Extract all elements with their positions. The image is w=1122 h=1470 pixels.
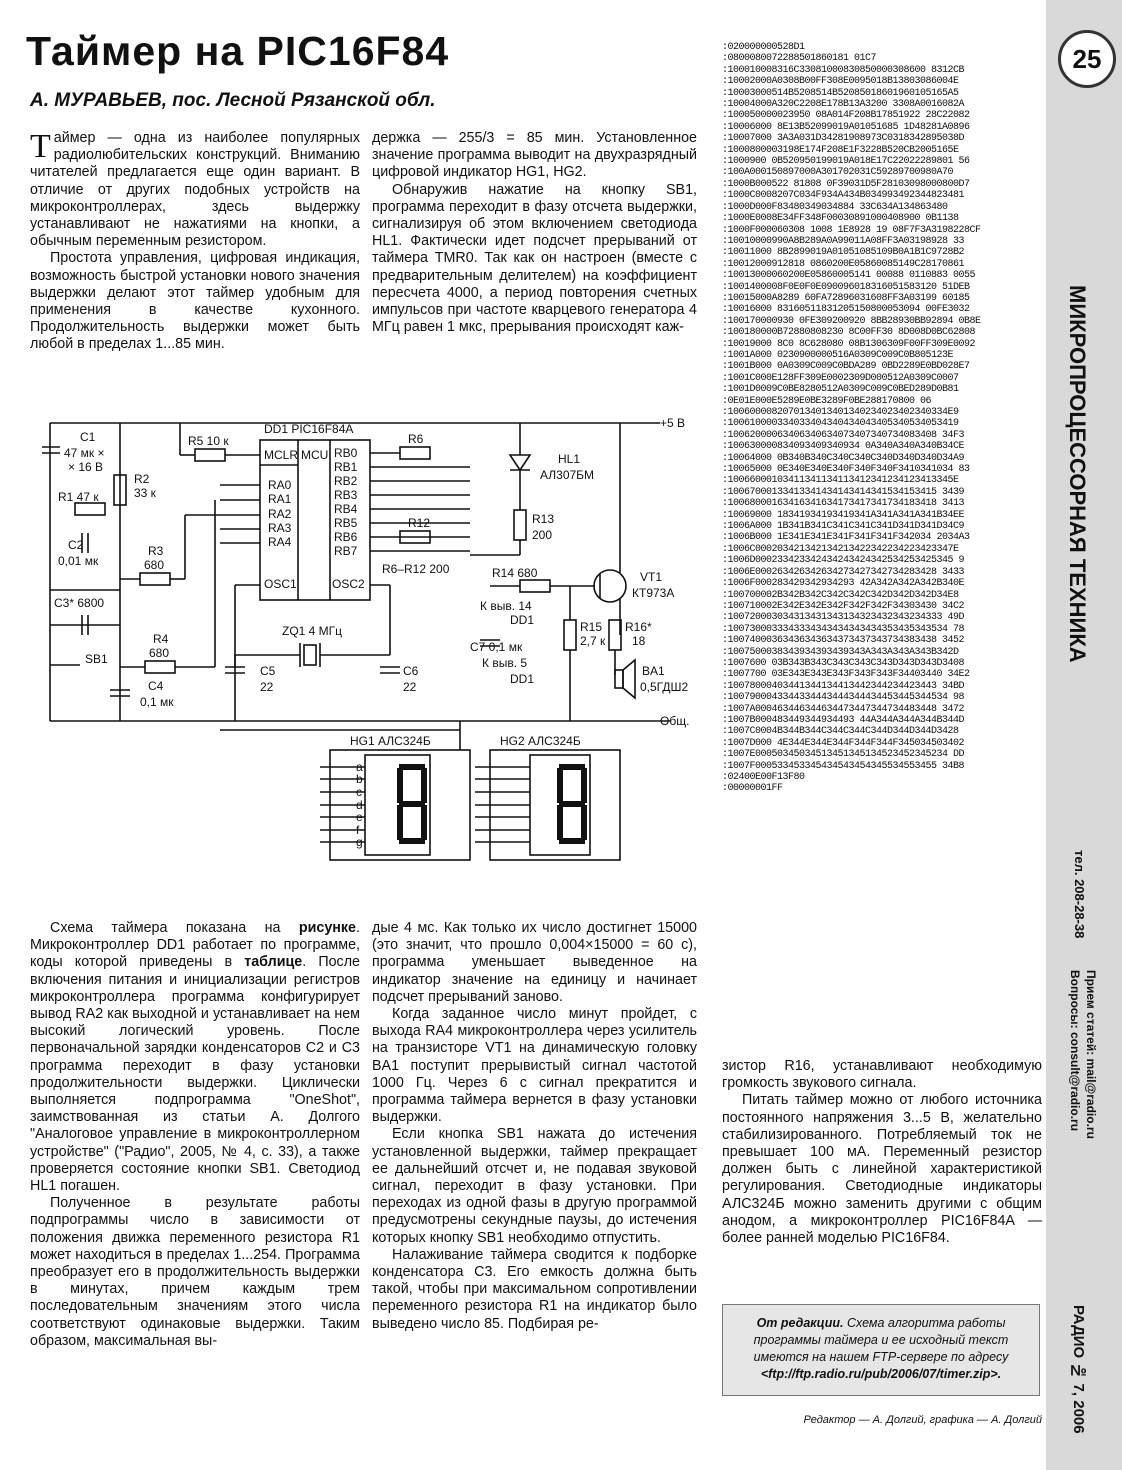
c7-label: C7 0,1 мк [470,640,523,654]
ra3-label: RA3 [268,521,292,535]
drop-cap: Т [30,128,51,165]
rb2-label: RB2 [334,474,358,488]
segment-f: f [356,823,360,837]
issue-label: РАДИО № 7, 2006 [1070,1305,1087,1434]
hex-line: :10016000 83160511831205150800053094 00FE3032 [722,304,970,316]
circuit-schematic [20,405,720,905]
hex-line: :1001D0009C0BE8280512A0309C009C0BED289D0B81 [722,384,959,396]
editorial-note [722,1304,1040,1396]
r14-label: R14 680 [492,566,538,580]
page-number: 25 [1058,30,1116,88]
ra2-label: RA2 [268,507,292,521]
hex-line: :10078000403441344134413442344234423443 34BD [722,680,965,692]
ra1-label: RA1 [268,492,292,506]
submissions-email: Прием статей: mail@radio.ru [1084,970,1098,1139]
c1-value: 47 мк × [64,446,105,460]
hex-line: :100710002E342E342E342F342F342F34303430 34C2 [722,600,965,612]
note-text: Схема алгоритма работы программы таймера и ее исходный текст имеются на нашем FTP-сервере по адресу [753,1316,1009,1364]
hex-line: :1006E000263426342634273427342734283428 3433 [722,566,965,578]
r6-label: R6 [408,432,424,446]
hex-line: :1006000082070134013401340234023402340334E9 [722,407,959,418]
hex-line: :10006000 8E13B52099019A01051685 1D48281A0896 [722,121,970,133]
paragraph: держка — 255/3 = 85 мин. Установленное значение программа выводит на двухразрядный цифровой индикатор HG1, HG2. [372,130,697,181]
phone-number: тел. 208-28-38 [1072,850,1087,939]
hex-line: :100180000B72880808230 8C00FF30 8D008D0BC62808 [722,327,976,339]
hex-line: :10064000 0B340B340C340C340C340D340D340D34A9 [722,452,965,464]
rb6-label: RB6 [334,530,358,544]
c3-label: C3* 6800 [54,596,105,610]
hex-line: :10004000A320C2208E178B13A3200 3308A0016082A [722,99,965,111]
mcu-label: MCU [301,448,329,462]
hex-line: :1007600 03B343B343C343C343C343D343D343D3408 [722,657,965,669]
hex-line: :10065000 0E340E340E340F340F340F3410341034 83 [722,464,970,476]
c7-note-dd1: DD1 [510,672,535,686]
hex-line: :10069000 18341934193419341A341A341A341B34EE [722,509,965,521]
r3-value: 680 [144,558,165,572]
hex-line: :10011000 8B2899019A01051085109B0A1B1C9728B2 [722,247,965,259]
paragraph: Налаживание таймера сводится к подборке конденсатора C3. Его емкость должна быть такой, чтобы при максимальном сопротивлении переменного резистора R1 на индикатор было выведено число 85. Подбирая ре- [372,1246,697,1332]
rb7-label: RB7 [334,544,358,558]
ba1-type: 0,5ГДШ2 [640,680,689,694]
segment-d: d [356,798,363,812]
article-author: А. МУРАВЬЕВ, пос. Лесной Рязанской обл. [30,90,436,111]
hex-line: :100010008316C33081000830850000308600 8312CB [722,64,965,76]
hg1-label: HG1 АЛС324Б [350,734,431,748]
rb3-label: RB3 [334,488,358,502]
paragraph: Таймер — одна из наиболее популярных радиолюбительских конструкций. Вниманию читателей предлагается еще один вариант. В отличие от других подобных устройств на микроконтроллерах, здесь выдержку устанавливают не нажатиями на кнопки, а обычным переменным резистором. [30,128,360,250]
r13-label: R13 [532,512,555,526]
text-column-2 [372,130,697,336]
ground-label: Общ. [660,714,690,728]
hex-line: :10066000103411341134113412341234123413345E [722,475,959,487]
ftp-link[interactable]: <ftp://ftp.radio.ru/pub/2006/07/timer.zip>. [760,1367,1002,1381]
hex-line: :020000000528D1 [722,42,805,53]
hex-line: :10019000 8C0 8C628080 08B1306309F00FF309E0092 [722,338,976,350]
osc1-label: OSC1 [264,577,297,591]
paragraph: Схема таймера показана на рисунке. Микроконтроллер DD1 работает по программе, коды которой приведены в таблице. После включения питания и инициализации регистров микроконтроллера программа конфигурирует вывод RA2 как выходной и устанавливает на нем высокий логический уровень. После первоначальной зарядки конденсаторов C2 и C3 программа переходит в фазу установки продолжительности выдержки. Циклически выполняется подпрограмма "OneShot", заимствованная из статьи А. Долгого "Аналоговое управление в микроконтроллерном устройстве" ("Радио", 2005, № 4, с. 33), а также проверяется состояние кнопки SB1. Светодиод HL1 погашен. [30,920,360,1195]
hex-line: :1007500038343934393439343A343A343A343B342D [722,646,959,658]
ba1-label: BA1 [642,664,665,678]
hex-line: :1007C0004B344B344C344C344C344D344D344D3428 [722,726,959,738]
rb5-label: RB5 [334,516,358,530]
dd1-label: DD1 PIC16F84A [264,422,354,436]
ra4-label: RA4 [268,535,292,549]
hex-line: :10062000063406340634073407340734083408 34F3 [722,429,965,441]
sb1-label: SB1 [85,652,108,666]
paragraph: Простота управления, цифровая индикация, возможность быстрой установки нового значения выдержки делают этот таймер удобным для применения в качестве кухонного. Продолжительность выдержки может быть любой в пределах 1...85 мин. [30,250,360,353]
hex-line: :100630000834093409340934 0A340A340A340B34CE [722,441,965,453]
hex-line: :1007300033343334343434343434353435343534 78 [722,623,965,635]
hex-line: :10003000514B5208514B52085018601960105165A5 [722,87,959,99]
hex-line: :1007D000 4E344E344E344F344F344F345034503402 [722,737,965,749]
mclr-label: MCLR [264,448,299,462]
r14-note-dd1: DD1 [510,613,535,627]
section-title: МИКРОПРОЦЕССОРНАЯ ТЕХНИКА [1065,285,1090,663]
text-column-5 [722,1058,1042,1247]
hex-line: :10013000060200E05860005141 00088 0110883 0055 [722,270,976,282]
rb1-label: RB1 [334,460,358,474]
c1-voltage: × 16 В [68,460,104,474]
c1-label: C1 [80,430,96,444]
c2-label: C2 [68,538,84,552]
hex-line: :1006B000 1E341E341E341F341F341F342034 2034A3 [722,532,970,544]
c5-label: C5 [260,664,276,678]
hex-line: :10067000133413341434143414341534153415 3439 [722,486,965,498]
questions-email: Вопросы: consult@radio.ru [1068,970,1082,1132]
supply-label: +5 В [660,416,686,430]
r1-label: R1 47 к [58,490,99,504]
zq1-label: ZQ1 4 МГц [282,624,343,638]
r16-value: 18 [632,634,646,648]
article-title: Таймер на PIC16F84 [26,28,450,74]
hex-line: :00000001FF [722,783,783,795]
r3-label: R3 [148,544,164,558]
hex-line: :1007E00050345034513451345134523452345234 DD [722,749,965,761]
text-column-4 [372,920,697,1333]
r2-label: R2 [134,472,150,486]
r15-value: 2,7 к [580,634,606,648]
hex-line: :1001B000 0A0309C009C0BDA289 0BD2289E0BD028E7 [722,361,970,373]
segment-b: b [356,772,363,786]
hex-line: :02400E00F13F80 [722,772,805,783]
hex-line: :10010000990A8B289A0A99011A08FF3A03198928 33 [722,235,965,247]
paragraph: дые 4 мс. Как только их число достигнет 15000 (это значит, что прошло 0,004×15000 = 60 с), программа уменьшает выведенное на индикатор значение на единицу и начинает подсчет прерываний заново. [372,920,697,1005]
hex-line: :10007000 3A3A031D34281908973C0318342895038D [722,133,965,145]
rb0-label: RB0 [334,446,358,460]
segment-a: a [356,760,363,774]
c4-label: C4 [148,679,164,693]
c7-note: К выв. 5 [482,656,528,670]
hex-line: :100050000023950 08A014F208B17851922 28C22082 [722,110,970,122]
hex-line: :100700002B342B342C342C342C342D342D342D34E8 [722,589,959,601]
hex-line: :1001400008F0E0F0E090096018316051583120 51DEB [722,281,970,293]
hex-line: :1001A000 0230900000516A0309C009C0B805123E [722,349,954,361]
hex-line: :1007B000483449344934493 44A344A344A344B344D [722,714,965,726]
hex-line: :1006C000203421342134213422342234223423347E [722,543,959,555]
magazine-sidebar [1046,0,1122,1470]
hex-line: :100A000150897000A301702031C59289700980A70 [722,167,954,179]
r14-note: К выв. 14 [480,599,532,613]
hex-line: :1007900043344334443444344434453445344534 98 [722,692,965,704]
paragraph: Обнаружив нажатие на кнопку SB1, программа переходит в фазу отсчета выдержки, сигнализируя об этом включением светодиода HL1. Фактически идет подсчет прерываний от таймера TMR0. Так как он настроен (вместе с предварительным делителем) на коэффициент пересчета 4000, а период повторения счетных импульсов при частоте кварцевого генератора 4 МГц равен 1 мкс, прерывания происходят каж- [372,181,697,336]
r16-label: R16* [625,620,652,634]
segment-g: g [356,835,363,849]
hl1-type: АЛ307БМ [540,468,595,482]
vt1-type: КТ973А [632,586,675,600]
hex-line: :1000E0008E34FF348F00030891000408900 0B1138 [722,213,959,225]
r2-value: 33 к [134,486,156,500]
hex-line: :1006F000283429342934293 42A342A342A342B340E [722,578,965,590]
text-column-3 [30,920,360,1350]
hex-line: :100720003034313431343134323432343234333 49D [722,612,965,624]
hex-line: :10074000363436343634373437343734383438 3452 [722,635,965,647]
note-label: От редакции. [756,1316,844,1330]
hex-line: :10012000912818 0860200E05860085149C28170861 [722,258,965,270]
ra0-label: RA0 [268,478,292,492]
r4-label: R4 [153,632,169,646]
c2-value: 0,01 мк [58,554,99,568]
hex-line: :10015000A8289 60FA72896031608FF3A03199 60185 [722,292,970,304]
vt1-label: VT1 [640,570,663,584]
segment-c: c [356,785,362,799]
hex-line: :1000F000060308 1008 1E8928 19 08F7F3A3198228CF [722,224,981,236]
hex-line: :1007A000463446344634473447344734483448 3472 [722,703,965,715]
hex-line: :10068000163416341634173417341734183418 3413 [722,498,965,510]
osc2-label: OSC2 [332,577,365,591]
r12-label: R12 [408,516,431,530]
r13-value: 200 [532,528,553,542]
hex-line: :1000900 0B520950199019A018E17C22022289801 56 [722,156,970,168]
paragraph: Когда заданное число минут пройдет, с выхода RA4 микроконтроллера через усилитель на транзисторе VT1 на динамическую головку BA1 поступит прерывистый сигнал частотой 1000 Гц. Через 6 с сигнал прекратится и программа таймера вернется в фазу установки выдержки. [372,1006,697,1126]
hex-line: :1007F000533453345434543454345534553455 34B8 [722,760,965,772]
r15-label: R15 [580,620,603,634]
c6-label: C6 [403,664,419,678]
hex-line: :0E01E000E5289E0BE3289F0BE288170800 06 [722,395,932,407]
c4-value: 0,1 мк [140,695,174,709]
c5-value: 22 [260,680,274,694]
hex-line: :1000C0008207C034F934A434B034993492344823481 [722,190,965,202]
hex-line: :1007700 03E343E343E343F343F343F34403440 34E2 [722,669,970,681]
hex-line: :100610000334033404340434043405340534053419 [722,418,959,430]
hex-line: :1001C000E128FF309E0002309D000512A0309C0007 [722,372,959,384]
hex-line: :1006A000 1B341B341C341C341C341D341D341D34C9 [722,521,965,533]
text-column-1 [30,130,360,354]
paragraph: Полученное в результате работы подпрограммы число в зависимости от положения движка переменного резистора R1 может находиться в пределах 1...254. Программа преобразует его в продолжительность выдержки в минутах, причем каждым трем последовательным значениям этого числа соответствуют одинаковые выдержки. Таким образом, максимальная вы- [30,1195,360,1349]
paragraph: зистор R16, устанавливают необходимую громкость звукового сигнала. [722,1058,1042,1092]
credits: Редактор — А. Долгий, графика — А. Долгий [803,1414,1042,1426]
r4-value: 680 [149,646,170,660]
hex-code-listing [722,42,1042,795]
hex-line: :10002000A0308B00FF308E0095018B13803086004E [722,76,959,88]
hex-line: :1006D000233423342434243424342534253425345 9 [722,555,965,567]
hex-line: :0800080072288501860181 01C7 [722,53,877,65]
c6-value: 22 [403,680,417,694]
r6-r12-value: R6–R12 200 [382,562,450,576]
paragraph: Если кнопка SB1 нажата до истечения установленной выдержки, таймер прекращает ее дальнейший отсчет и, не подавая звуковой сигнал, переходит в фазу установки. При переходах из одной фазы в другую программой предусмотрены секундные паузы, до истечения которых кнопку SB1 необходимо отпустить. [372,1126,697,1246]
hl1-label: HL1 [558,452,581,466]
hex-line: :1000D000F83480349034884 33C634A134863480 [722,201,948,213]
segment-e: e [356,810,363,824]
rb4-label: RB4 [334,502,358,516]
hex-line: :1000B000522 81808 0F39031D5F28103098000800D7 [722,178,970,190]
hex-line: :100170000930 0FE309200920 8BB28930BB92894 0B8E [722,315,981,327]
hex-line: :1000800003198E174F208E1F3228B520CB2005165E [722,144,959,156]
paragraph: Питать таймер можно от любого источника постоянного напряжения 3...5 В, желательно стабилизированного. Потребляемый ток не превышает 100 мА. Переменный резистор должен быть с линейной характеристикой регулирования. Светодиодные индикаторы АЛС324Б можно заменить другими с общим анодом, а микроконтроллер PIC16F84A — более ранней моделью PIC16F84. [722,1092,1042,1247]
r5-label: R5 10 к [188,434,229,448]
hg2-label: HG2 АЛС324Б [500,734,581,748]
